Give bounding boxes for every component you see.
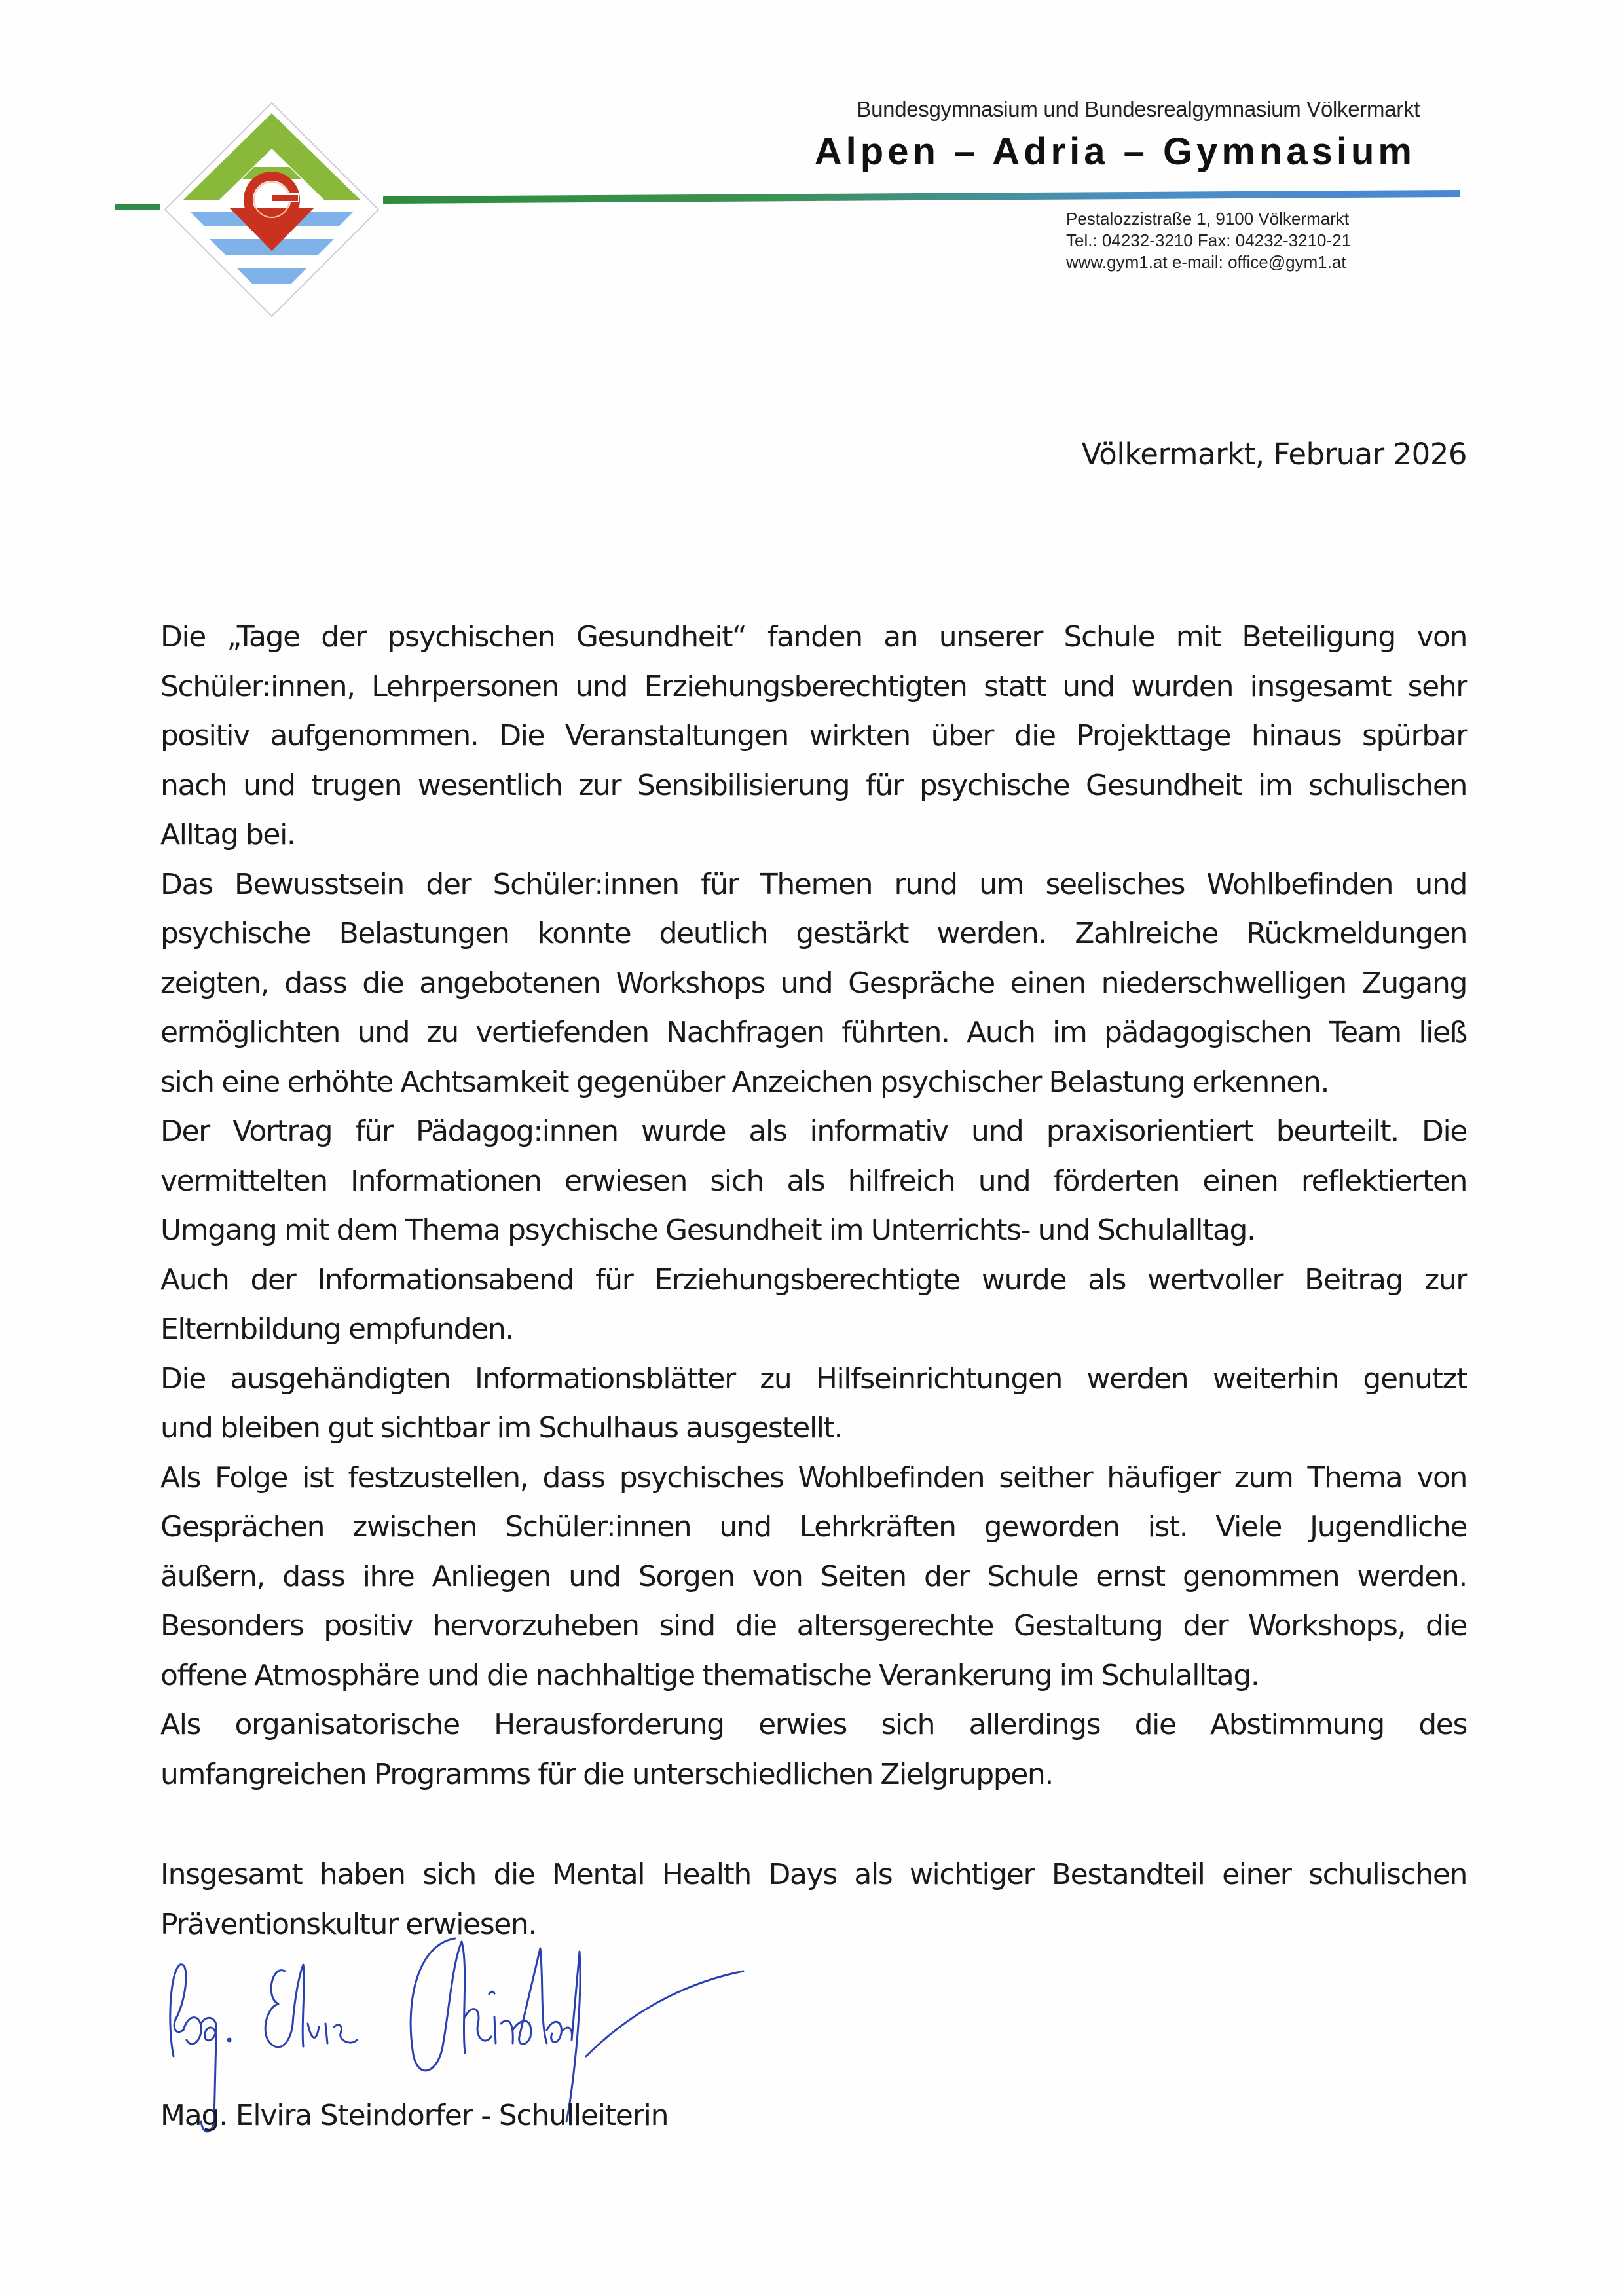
text-line: Das Bewusstsein der Schüler:innen für Themen rund um seelisches Wohlbefinden und <box>160 867 1467 901</box>
text-line: Schüler:innen, Lehrpersonen und Erziehungsberechtigten statt und wurden insgesamt sehr <box>160 669 1467 703</box>
text-line: Alltag bei. <box>160 818 295 851</box>
text-line: Besonders positiv hervorzuheben sind die altersgerechte Gestaltung der Workshops, die <box>160 1609 1467 1642</box>
text-line: Als Folge ist festzustellen, dass psychisches Wohlbefinden seither häufiger zum Thema von <box>160 1460 1467 1494</box>
contact-block <box>1066 208 1351 273</box>
paragraph-4 <box>160 1255 1467 1354</box>
text-line: sich eine erhöhte Achtsamkeit gegenüber Anzeichen psychischer Belastung erkennen. <box>160 1065 1329 1099</box>
school-name: Alpen – Adria – Gymnasium <box>814 130 1416 173</box>
paragraph-7 <box>160 1700 1467 1799</box>
signer-name-title: Mag. Elvira Steindorfer - Schulleiterin <box>160 2099 669 2132</box>
paragraph-6 <box>160 1453 1467 1701</box>
text-line: ermöglichten und zu vertiefenden Nachfragen führten. Auch im pädagogischen Team ließ <box>160 1016 1467 1049</box>
text-line: offene Atmosphäre und die nachhaltige thematische Verankerung im Schulalltag. <box>160 1658 1259 1692</box>
contact-phone-fax: Tel.: 04232-3210 Fax: 04232-3210-21 <box>1066 231 1352 250</box>
text-line: Gesprächen zwischen Schüler:innen und Lehrkräften geworden ist. Viele Jugendliche <box>160 1510 1467 1544</box>
text-line: Insgesamt haben sich die Mental Health Days als wichtiger Bestandteil einer schulischen <box>160 1858 1467 1891</box>
text-line: Elternbildung empfunden. <box>160 1312 513 1346</box>
contact-address: Pestalozzistraße 1, 9100 Völkermarkt <box>1066 209 1350 229</box>
date-line: Völkermarkt, Februar 2026 <box>1081 437 1467 472</box>
text-line: Als organisatorische Herausforderung erwies sich allerdings die Abstimmung des <box>160 1708 1467 1741</box>
text-line: Der Vortrag für Pädagog:innen wurde als informativ und praxisorientiert beurteilt. Die <box>160 1115 1467 1148</box>
text-line: psychische Belastungen konnte deutlich gestärkt werden. Zahlreiche Rückmeldungen <box>160 917 1467 950</box>
text-line: Auch der Informationsabend für Erziehungsberechtigte wurde als wertvoller Beitrag zur <box>160 1263 1467 1297</box>
text-line: positiv aufgenommen. Die Veranstaltungen wirkten über die Projekttage hinaus spürbar <box>160 719 1467 752</box>
text-line: Die „Tage der psychischen Gesundheit“ fanden an unserer Schule mit Beteiligung von <box>160 620 1467 654</box>
text-line: umfangreichen Programms für die unterschiedlichen Zielgruppen. <box>160 1757 1053 1791</box>
paragraph-3 <box>160 1107 1467 1255</box>
text-line: nach und trugen wesentlich zur Sensibilisierung für psychische Gesundheit im schulischen <box>160 768 1467 802</box>
letterhead-rule <box>383 190 1460 204</box>
school-logo-icon <box>164 102 380 318</box>
paragraph-5 <box>160 1354 1467 1453</box>
letter-body <box>160 612 1467 1799</box>
text-line: und bleiben gut sichtbar im Schulhaus ausgestellt. <box>160 1411 843 1445</box>
school-subtitle: Bundesgymnasium und Bundesrealgymnasium Völkermarkt <box>857 97 1420 121</box>
text-line: Umgang mit dem Thema psychische Gesundheit im Unterrichts- und Schulalltag. <box>160 1213 1255 1247</box>
text-line: äußern, dass ihre Anliegen und Sorgen von Seiten der Schule ernst genommen werden. <box>160 1559 1467 1593</box>
text-line: Präventionskultur erwiesen. <box>160 1907 536 1941</box>
text-line: zeigten, dass die angebotenen Workshops und Gespräche einen niederschwelligen Zugang <box>160 966 1467 1000</box>
text-line: Die ausgehändigten Informationsblätter zu Hilfseinrichtungen werden weiterhin genutzt <box>160 1361 1467 1396</box>
contact-web-email: www.gym1.at e-mail: office@gym1.at <box>1066 252 1346 272</box>
paragraph-2 <box>160 860 1467 1107</box>
letterhead-rule-left <box>115 204 160 210</box>
text-line: vermittelten Informationen erwiesen sich als hilfreich und förderten einen reflektierten <box>160 1164 1467 1198</box>
paragraph-1 <box>160 612 1467 860</box>
